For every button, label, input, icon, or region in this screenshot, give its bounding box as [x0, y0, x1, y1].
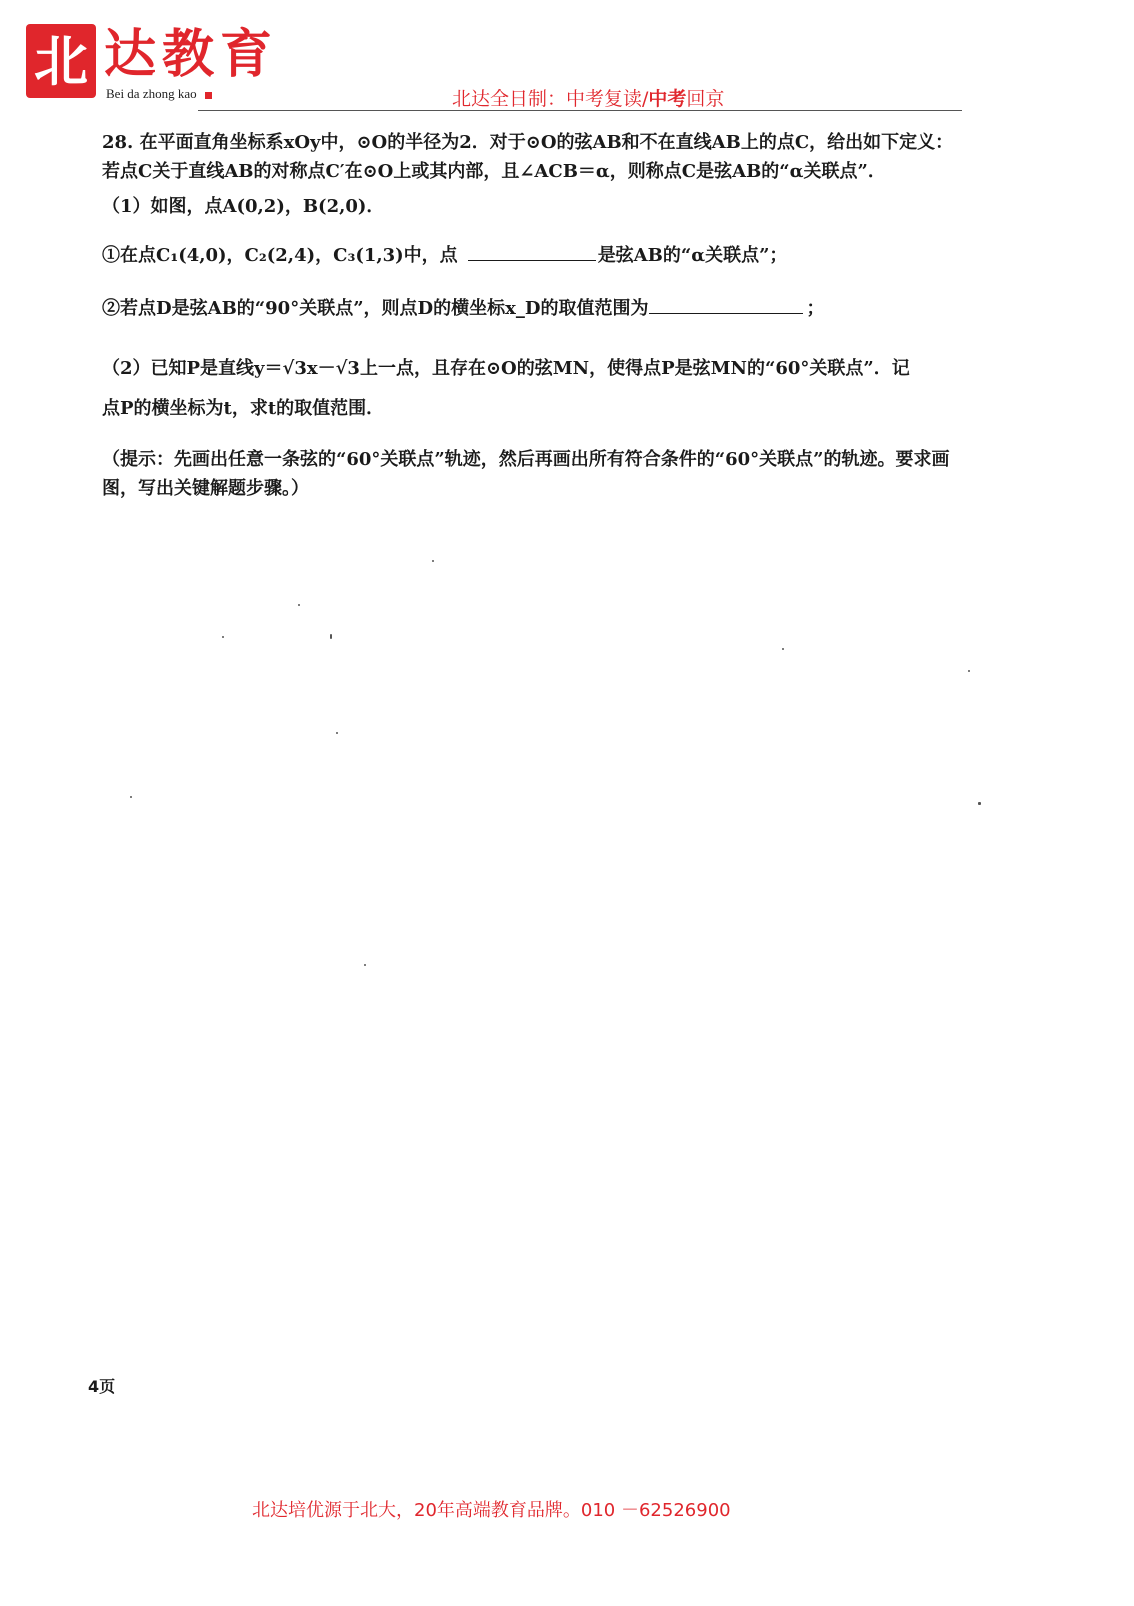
- logo-mark: 北: [26, 24, 96, 98]
- item2-text-before: ②若点D是弦AB的“90°关联点”，则点D的横坐标x_D的取值范围为: [102, 298, 649, 319]
- speck: [978, 802, 981, 805]
- question-hint: （提示：先画出任意一条弦的“60°关联点”轨迹，然后再画出所有符合条件的“60°关联点”的轨迹。要求画图，写出关键解题步骤。）: [102, 449, 950, 499]
- part1-title: （1）如图，点A(0,2)，B(2,0)．: [102, 196, 385, 217]
- page-number: 4页: [88, 1377, 116, 1396]
- part1-item1: [102, 241, 962, 270]
- item1-text-before: ①在点C₁(4,0)，C₂(2,4)，C₃(1,3)中，点: [102, 245, 458, 266]
- speck: [968, 670, 970, 672]
- logo-english-text: Bei da zhong kao: [106, 86, 197, 101]
- part1-item2: [102, 294, 962, 323]
- speck: [364, 964, 366, 966]
- answer-blank-1[interactable]: [468, 242, 596, 261]
- item1-text-after: 是弦AB的“α关联点”；: [597, 245, 788, 266]
- speck: [222, 636, 224, 638]
- logo-text: 达教育: [104, 24, 279, 85]
- speck: [782, 648, 784, 650]
- brand-logo: [26, 24, 296, 104]
- speck: [130, 796, 132, 798]
- tagline-suffix: 回京: [686, 88, 725, 110]
- tagline-prefix: 北达全日制：中考复读/: [452, 88, 649, 110]
- question-intro: 28. 在平面直角坐标系xOy中，⊙O的半径为2．对于⊙O的弦AB和不在直线AB上的点C，给出如下定义：若点C关于直线AB的对称点C′在⊙O上或其内部，且∠ACB＝α，则称点C是弦AB的“α关联点”．: [102, 132, 954, 182]
- speck: [298, 604, 300, 606]
- speck: [336, 732, 338, 734]
- logo-square-icon: [205, 92, 212, 99]
- part2-line1: （2）已知P是直线y＝√3x－√3上一点，且存在⊙O的弦MN，使得点P是弦MN的“60°关联点”．记: [102, 358, 910, 379]
- part2-line2: 点P的横坐标为t，求t的取值范围．: [102, 398, 385, 419]
- answer-blank-2[interactable]: [649, 295, 803, 314]
- item2-text-after: ；: [806, 298, 825, 319]
- header-divider: [198, 110, 962, 111]
- tagline-bold: 中考: [648, 88, 687, 110]
- logo-english: [106, 86, 212, 102]
- question-body: [102, 128, 962, 503]
- footer-slogan: 北达培优源于北大，20年高端教育品牌。010 －62526900: [252, 1500, 731, 1521]
- speck: [432, 560, 434, 562]
- speck: [330, 634, 332, 639]
- header-tagline: [452, 84, 724, 111]
